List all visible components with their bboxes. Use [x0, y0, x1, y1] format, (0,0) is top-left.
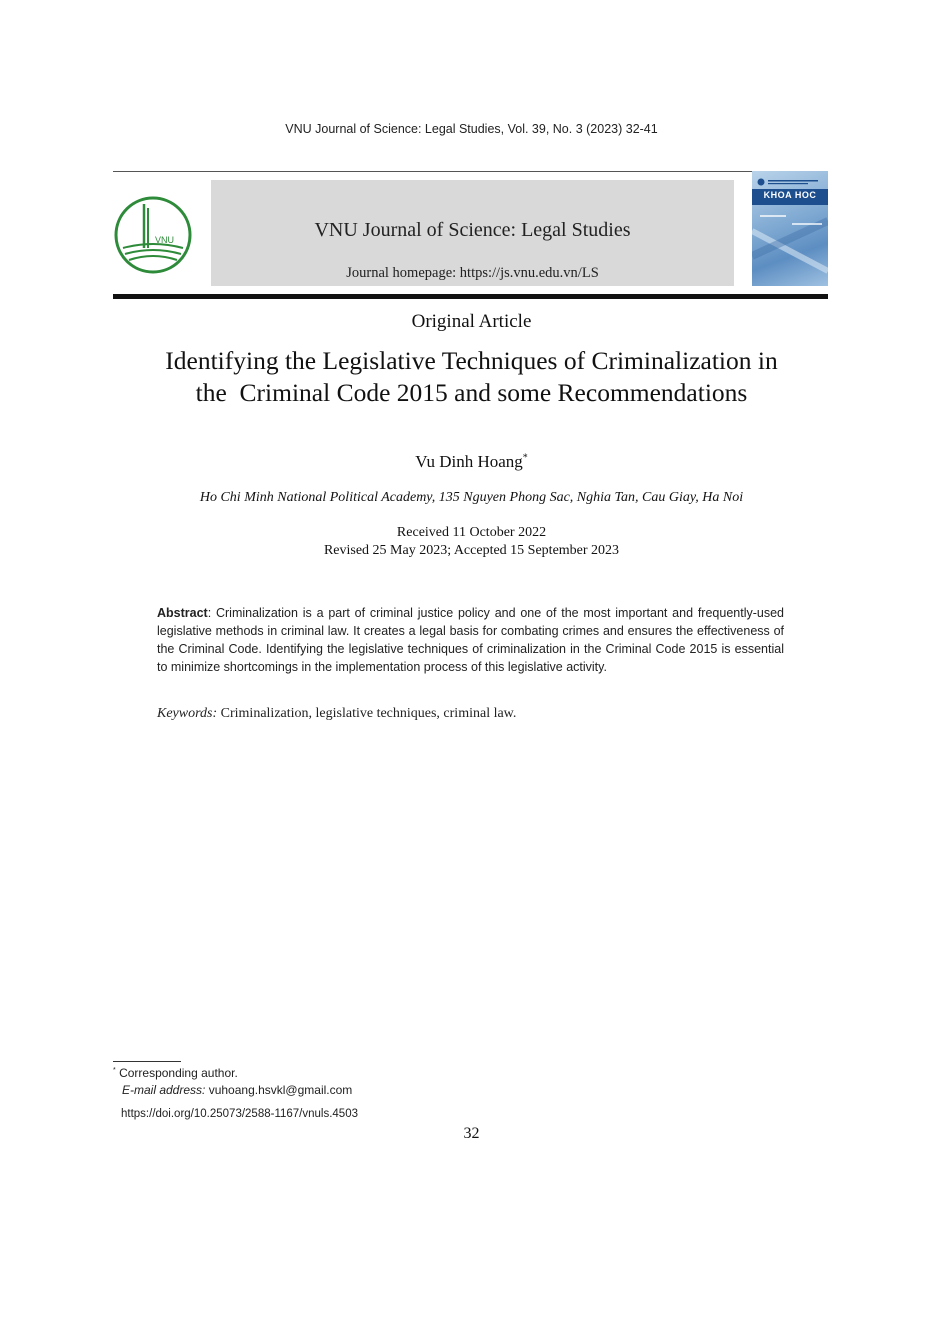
- footnote-corresponding-text: Corresponding author.: [115, 1066, 238, 1080]
- author-mark: *: [522, 452, 528, 464]
- footnote-corresponding: [113, 1066, 238, 1080]
- header-rule: [113, 294, 828, 299]
- article-dates: [0, 524, 943, 560]
- cover-header: [756, 174, 824, 184]
- email-label: E-mail address:: [122, 1083, 206, 1097]
- article-title: [90, 345, 853, 409]
- logo-text: VNU: [155, 235, 175, 245]
- article-type: Original Article: [411, 311, 532, 332]
- abstract-text: : Criminalization is a part of criminal justice policy and one of the most important and frequently-used legislative methods in criminal law. It creates a legal basis for combating crimes and ensures the effectiveness of the Criminal Code. Identifying the legislative techniques of criminalization in the Criminal Code 2015 is essential to minimize shortcomings in the implementation process of this legislative activity.: [157, 606, 784, 674]
- journal-title: VNU Journal of Science: Legal Studies: [314, 219, 631, 241]
- page-number: 32: [463, 1125, 480, 1142]
- affiliation: Ho Chi Minh National Political Academy, 135 Nguyen Phong Sac, Nghia Tan, Cau Giay, Ha Noi: [199, 490, 744, 505]
- title-line-2: the Criminal Code 2015 and some Recommendations: [195, 378, 748, 407]
- footnote-mark: *: [113, 1067, 116, 1074]
- email-address[interactable]: vuhoang.hsvkl@gmail.com: [205, 1083, 353, 1097]
- journal-homepage: Journal homepage: https://js.vnu.edu.vn/LS: [346, 265, 599, 281]
- revised-accepted-date: Revised 25 May 2023; Accepted 15 September 2023: [323, 543, 620, 558]
- author: [0, 452, 943, 472]
- title-line-1: Identifying the Legislative Techniques of Criminalization in: [165, 346, 778, 375]
- cover-title: KHOA HOC: [763, 190, 817, 200]
- running-citation: VNU Journal of Science: Legal Studies, Vol. 39, No. 3 (2023) 32-41: [285, 122, 658, 136]
- keywords: [157, 706, 784, 722]
- abstract-label: Abstract: [157, 606, 208, 620]
- vnu-logo: [113, 190, 193, 280]
- author-name: Vu Dinh Hoang: [415, 452, 523, 471]
- footnote-email: [122, 1083, 352, 1097]
- journal-cover-image: [752, 171, 828, 286]
- doi-link[interactable]: https://doi.org/10.25073/2588-1167/vnuls.4503: [121, 1108, 358, 1120]
- keywords-text: Criminalization, legislative techniques, criminal law.: [217, 706, 517, 721]
- received-date: Received 11 October 2022: [396, 525, 547, 540]
- footnote-rule: [113, 1061, 181, 1062]
- abstract: [157, 604, 784, 676]
- keywords-label: Keywords:: [157, 706, 218, 721]
